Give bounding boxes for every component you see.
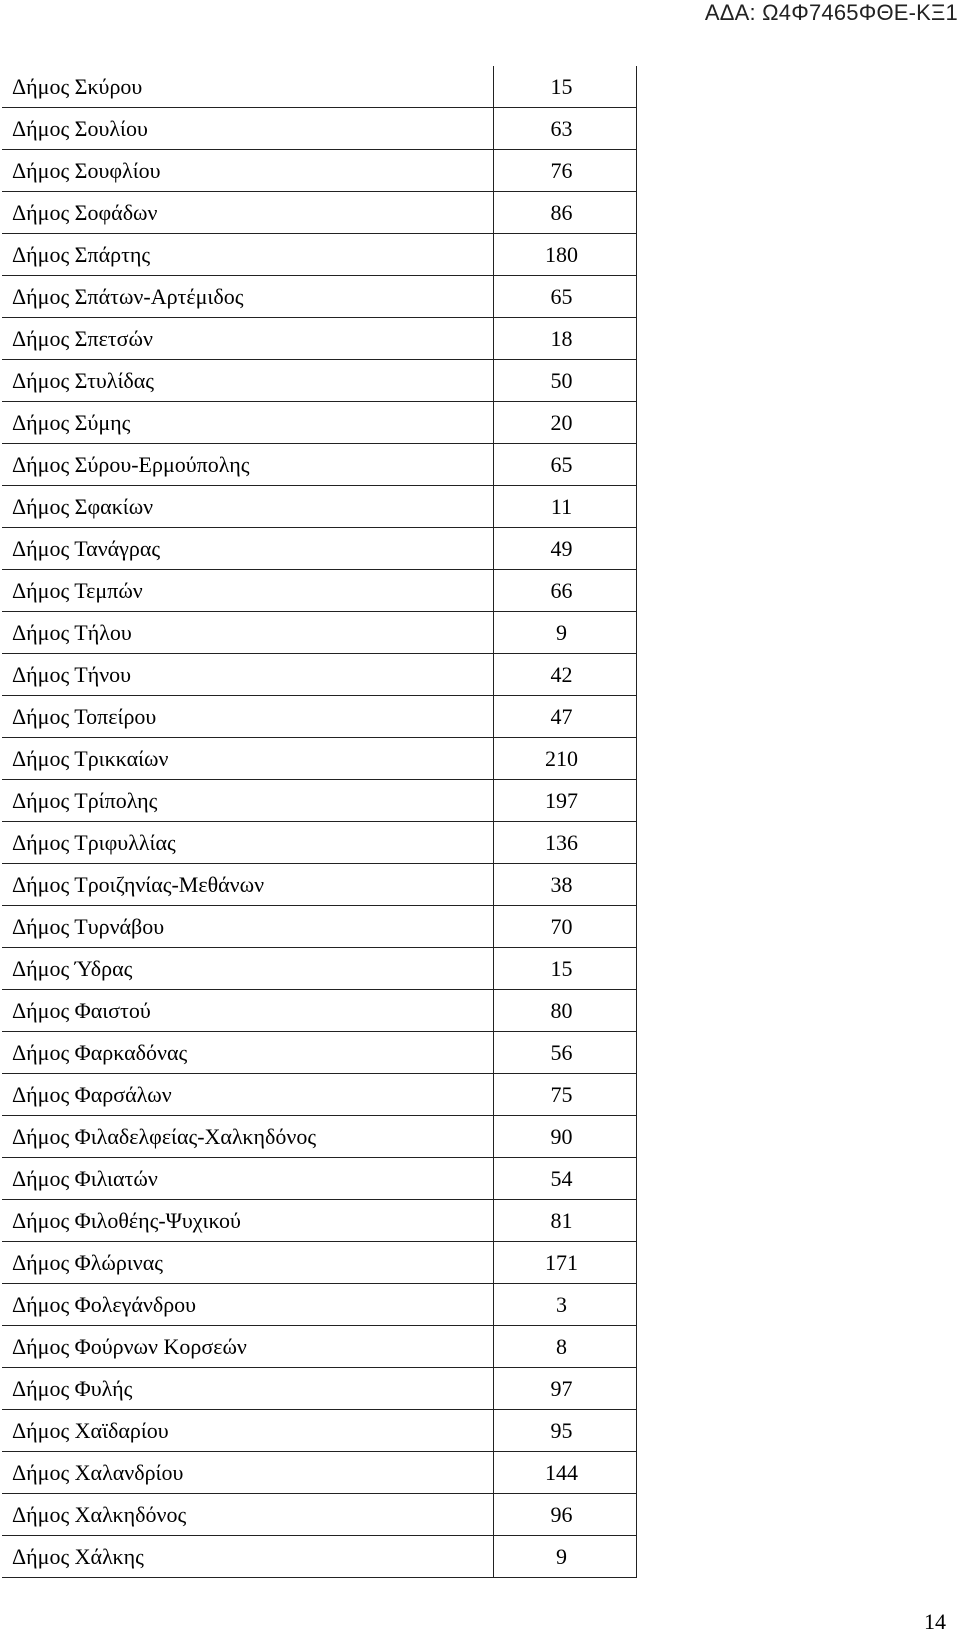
table-row <box>2 1452 636 1494</box>
municipality-name: Δήμος Τροιζηνίας-Μεθάνων <box>2 864 493 906</box>
municipality-count: 11 <box>493 486 636 528</box>
municipality-count: 171 <box>493 1242 636 1284</box>
table-row <box>2 276 636 318</box>
table-row <box>2 150 636 192</box>
municipality-name: Δήμος Τρίπολης <box>2 780 493 822</box>
municipality-name: Δήμος Φιλιατών <box>2 1158 493 1200</box>
municipality-name: Δήμος Φαρσάλων <box>2 1074 493 1116</box>
municipality-count: 81 <box>493 1200 636 1242</box>
table-row <box>2 1116 636 1158</box>
table-row <box>2 192 636 234</box>
municipalities-table <box>2 66 637 1578</box>
table-row <box>2 1284 636 1326</box>
municipality-count: 90 <box>493 1116 636 1158</box>
municipality-count: 76 <box>493 150 636 192</box>
table-row <box>2 360 636 402</box>
municipality-count: 144 <box>493 1452 636 1494</box>
municipality-count: 47 <box>493 696 636 738</box>
municipality-name: Δήμος Τοπείρου <box>2 696 493 738</box>
municipality-name: Δήμος Σύρου-Ερμούπολης <box>2 444 493 486</box>
municipality-count: 197 <box>493 780 636 822</box>
municipality-count: 95 <box>493 1410 636 1452</box>
table-row <box>2 822 636 864</box>
municipality-count: 96 <box>493 1494 636 1536</box>
table-row <box>2 780 636 822</box>
table-row <box>2 1494 636 1536</box>
municipality-name: Δήμος Φυλής <box>2 1368 493 1410</box>
table-row <box>2 234 636 276</box>
table-row <box>2 612 636 654</box>
municipality-name: Δήμος Φλώρινας <box>2 1242 493 1284</box>
table-row <box>2 654 636 696</box>
table-row <box>2 906 636 948</box>
municipality-name: Δήμος Τριφυλλίας <box>2 822 493 864</box>
municipality-name: Δήμος Σφακίων <box>2 486 493 528</box>
municipality-name: Δήμος Σπετσών <box>2 318 493 360</box>
table-row <box>2 948 636 990</box>
municipality-name: Δήμος Σκύρου <box>2 66 493 108</box>
table-row <box>2 528 636 570</box>
municipality-name: Δήμος Φούρνων Κορσεών <box>2 1326 493 1368</box>
municipality-name: Δήμος Φολεγάνδρου <box>2 1284 493 1326</box>
table-row <box>2 1410 636 1452</box>
table-row <box>2 66 636 108</box>
municipality-count: 97 <box>493 1368 636 1410</box>
table-row <box>2 1200 636 1242</box>
municipality-name: Δήμος Χάλκης <box>2 1536 493 1578</box>
municipality-count: 63 <box>493 108 636 150</box>
municipality-count: 54 <box>493 1158 636 1200</box>
municipality-count: 70 <box>493 906 636 948</box>
municipality-name: Δήμος Φιλοθέης-Ψυχικού <box>2 1200 493 1242</box>
table-row <box>2 108 636 150</box>
municipality-count: 80 <box>493 990 636 1032</box>
municipality-name: Δήμος Χαλανδρίου <box>2 1452 493 1494</box>
municipality-count: 15 <box>493 948 636 990</box>
municipality-name: Δήμος Τήλου <box>2 612 493 654</box>
page-number: 14 <box>924 1609 946 1634</box>
table-row <box>2 1326 636 1368</box>
municipality-count: 20 <box>493 402 636 444</box>
table-row <box>2 1368 636 1410</box>
municipality-count: 50 <box>493 360 636 402</box>
municipality-name: Δήμος Τεμπών <box>2 570 493 612</box>
municipality-name: Δήμος Σοφάδων <box>2 192 493 234</box>
municipality-count: 56 <box>493 1032 636 1074</box>
table-row <box>2 990 636 1032</box>
municipality-name: Δήμος Σουλίου <box>2 108 493 150</box>
municipality-count: 38 <box>493 864 636 906</box>
table-row <box>2 486 636 528</box>
municipality-count: 3 <box>493 1284 636 1326</box>
table-row <box>2 1032 636 1074</box>
municipality-name: Δήμος Τρικκαίων <box>2 738 493 780</box>
municipality-count: 136 <box>493 822 636 864</box>
municipality-name: Δήμος Τήνου <box>2 654 493 696</box>
table-row <box>2 696 636 738</box>
municipality-count: 66 <box>493 570 636 612</box>
municipality-name: Δήμος Ύδρας <box>2 948 493 990</box>
municipality-count: 9 <box>493 1536 636 1578</box>
municipality-count: 75 <box>493 1074 636 1116</box>
municipality-count: 9 <box>493 612 636 654</box>
municipality-count: 180 <box>493 234 636 276</box>
municipality-count: 8 <box>493 1326 636 1368</box>
table-row <box>2 1536 636 1578</box>
municipality-name: Δήμος Χαϊδαρίου <box>2 1410 493 1452</box>
municipality-count: 210 <box>493 738 636 780</box>
table-row <box>2 444 636 486</box>
municipality-count: 65 <box>493 276 636 318</box>
municipality-name: Δήμος Σπάρτης <box>2 234 493 276</box>
table-row <box>2 738 636 780</box>
table-body <box>2 66 636 1578</box>
municipality-name: Δήμος Φαρκαδόνας <box>2 1032 493 1074</box>
municipality-count: 15 <box>493 66 636 108</box>
municipality-count: 49 <box>493 528 636 570</box>
municipality-name: Δήμος Χαλκηδόνος <box>2 1494 493 1536</box>
municipality-name: Δήμος Τυρνάβου <box>2 906 493 948</box>
municipality-name: Δήμος Σπάτων-Αρτέμιδος <box>2 276 493 318</box>
municipality-count: 18 <box>493 318 636 360</box>
table-row <box>2 1074 636 1116</box>
table-row <box>2 570 636 612</box>
municipality-name: Δήμος Φιλαδελφείας-Χαλκηδόνος <box>2 1116 493 1158</box>
table-row <box>2 1158 636 1200</box>
municipality-name: Δήμος Φαιστού <box>2 990 493 1032</box>
municipality-count: 65 <box>493 444 636 486</box>
ada-code: ΑΔΑ: Ω4Φ7465ΦΘΕ-ΚΞ1 <box>704 0 958 25</box>
municipality-name: Δήμος Σουφλίου <box>2 150 493 192</box>
municipality-count: 86 <box>493 192 636 234</box>
municipality-count: 42 <box>493 654 636 696</box>
table-row <box>2 318 636 360</box>
municipality-name: Δήμος Τανάγρας <box>2 528 493 570</box>
table-row <box>2 1242 636 1284</box>
municipality-name: Δήμος Σύμης <box>2 402 493 444</box>
table-row <box>2 402 636 444</box>
municipality-name: Δήμος Στυλίδας <box>2 360 493 402</box>
table-row <box>2 864 636 906</box>
